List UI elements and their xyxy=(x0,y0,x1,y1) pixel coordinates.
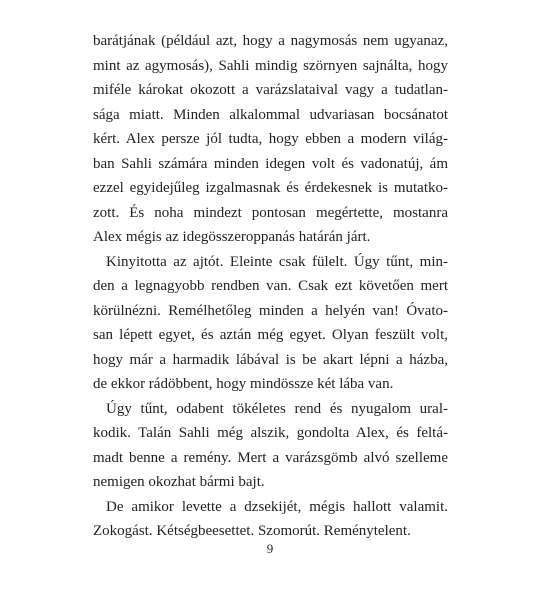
text-line: mint az agymosás), Sahli mindig szörnyen sajnálta, hogy xyxy=(93,57,448,74)
text-line: Zokogást. Kétségbeesettet. Szomorút. Reménytelent. xyxy=(93,523,411,539)
text-line: Kinyitotta az ajtót. Eleinte csak fülelt. Úgy tűnt, min- xyxy=(106,253,448,270)
page-number: 9 xyxy=(266,541,274,556)
text-line: Alex mégis az idegösszeroppanás határán járt. xyxy=(93,229,371,245)
text-line: barátjának (például azt, hogy a nagymosás nem ugyanaz, xyxy=(93,33,448,49)
text-line: den a legnagyobb rendben van. Csak ezt követően mert xyxy=(93,278,448,294)
text-line: san lépett egyet, és aztán még egyet. Olyan feszült volt, xyxy=(93,327,448,343)
text-line: miféle károkat okozott a varázslataival vagy a tudatlan- xyxy=(93,82,448,98)
text-line: Úgy tűnt, odabent tökéletes rend és nyugalom ural- xyxy=(106,400,448,417)
body-text xyxy=(93,29,448,544)
text-line: kodik. Talán Sahli még alszik, gondolta Alex, és feltá- xyxy=(93,425,448,441)
text-line: ban Sahli számára minden idegen volt és vadonatúj, ám xyxy=(93,155,448,172)
text-line: körülnézni. Remélhetőleg minden a helyén van! Óvato- xyxy=(93,302,448,319)
text-line: ezzel egyidejűleg izgalmasnak és érdekesnek is mutatko- xyxy=(93,180,448,196)
text-line: de ekkor rádöbbent, hogy mindössze két lába van. xyxy=(93,376,394,392)
text-line: nemigen okozhat bármi bajt. xyxy=(93,474,265,490)
text-line: De amikor levette a dzsekijét, mégis hallott valamit. xyxy=(106,498,448,515)
text-line: sága miatt. Minden alkalommal udvariasan bocsánatot xyxy=(93,106,448,123)
text-line: kért. Alex persze jól tudta, hogy ebben a modern világ- xyxy=(93,131,448,147)
text-line: madt benne a remény. Mert a varázsgömb alvó szelleme xyxy=(93,449,448,466)
text-line: zott. És noha mindezt pontosan megértette, mostanra xyxy=(93,204,448,221)
text-line: hogy már a harmadik lábával is be akart lépni a házba, xyxy=(93,351,448,368)
